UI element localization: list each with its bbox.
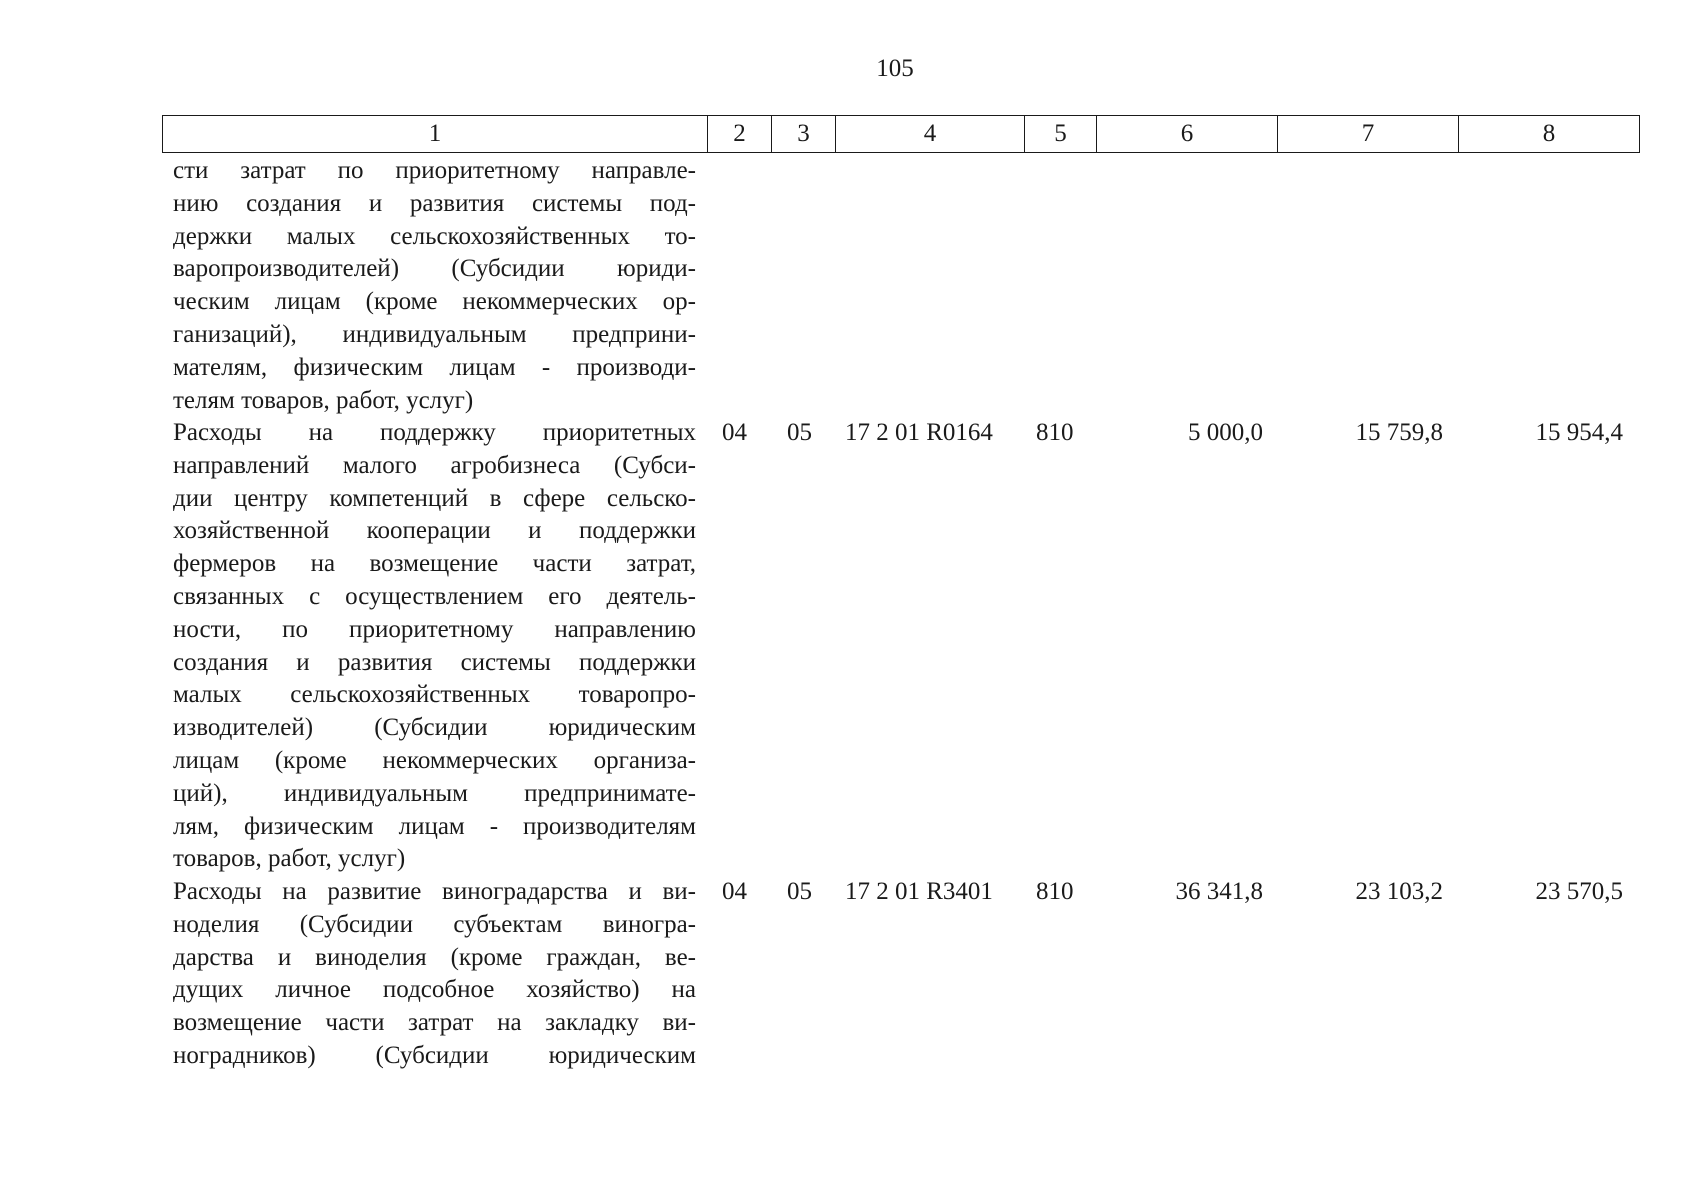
amount-col8: 15 954,4	[1535, 419, 1623, 446]
row-description	[173, 155, 696, 417]
description-line: Расходы на поддержку приоритетных	[173, 419, 696, 446]
page-number: 105	[876, 55, 914, 82]
column-header-5: 5	[1025, 116, 1097, 153]
description-line: ганизаций), индивидуальным предприни-	[173, 320, 696, 348]
column-header-table	[162, 115, 1640, 153]
description-line: ноделия (Субсидии субъектам виногра-	[173, 910, 696, 938]
expense-type-code: 810	[1036, 878, 1074, 905]
description-line: дии центру компетенций в сфере сельско-	[173, 484, 696, 512]
description-line: фермеров на возмещение части затрат,	[173, 550, 696, 578]
description-line: возмещение части затрат на закладку ви-	[173, 1009, 696, 1037]
amount-col7: 15 759,8	[1355, 419, 1443, 446]
description-line: дарства и виноделия (кроме граждан, ве-	[173, 943, 696, 971]
description-line: ноградников) (Субсидии юридическим	[173, 1041, 696, 1069]
description-line: товаров, работ, услуг)	[173, 845, 406, 873]
column-header-4: 4	[836, 116, 1025, 153]
amount-col8: 23 570,5	[1535, 878, 1623, 905]
column-header-2: 2	[708, 116, 772, 153]
amount-col6: 36 341,8	[1175, 878, 1263, 905]
row-description	[173, 417, 696, 876]
description-line: лям, физическим лицам - производителям	[173, 812, 696, 840]
column-header-row	[163, 116, 1640, 153]
subsection-code: 05	[787, 878, 812, 905]
description-line: создания и развития системы поддержки	[173, 648, 696, 676]
column-header-6: 6	[1097, 116, 1278, 153]
target-article-code: 17 2 01 R0164	[845, 419, 993, 446]
description-line: мателям, физическим лицам - производи-	[173, 353, 696, 381]
amount-col6: 5 000,0	[1188, 419, 1263, 446]
description-line: направлений малого агробизнеса (Субси-	[173, 451, 696, 479]
target-article-code: 17 2 01 R3401	[845, 878, 993, 905]
description-line: хозяйственной кооперации и поддержки	[173, 517, 696, 545]
description-line: нию создания и развития системы под-	[173, 189, 696, 217]
description-line: Расходы на развитие виноградарства и ви-	[173, 878, 696, 905]
description-line: малых сельскохозяйственных товаропро-	[173, 681, 696, 709]
subsection-code: 05	[787, 419, 812, 446]
amount-col7: 23 103,2	[1355, 878, 1443, 905]
description-line: ческим лицам (кроме некоммерческих ор-	[173, 288, 696, 316]
description-line: изводителей) (Субсидии юридическим	[173, 714, 696, 742]
column-header-1: 1	[163, 116, 708, 153]
expense-type-code: 810	[1036, 419, 1074, 446]
description-line: связанных с осуществлением его деятель-	[173, 582, 696, 610]
description-line: ций), индивидуальным предпринимате-	[173, 779, 696, 807]
description-line: варопроизводителей) (Субсидии юриди-	[173, 255, 696, 283]
section-code: 04	[722, 419, 747, 446]
description-line: ности, по приоритетному направлению	[173, 615, 696, 643]
description-line: дущих личное подсобное хозяйство) на	[173, 976, 696, 1004]
column-header-7: 7	[1278, 116, 1459, 153]
description-line: телям товаров, работ, услуг)	[173, 386, 474, 414]
column-header-8: 8	[1459, 116, 1640, 153]
column-header-3: 3	[772, 116, 836, 153]
description-line: лицам (кроме некоммерческих организа-	[173, 746, 696, 774]
description-line: сти затрат по приоритетному направле-	[173, 157, 696, 184]
description-line: держки малых сельскохозяйственных то-	[173, 222, 696, 250]
row-description	[173, 876, 696, 1073]
section-code: 04	[722, 878, 747, 905]
